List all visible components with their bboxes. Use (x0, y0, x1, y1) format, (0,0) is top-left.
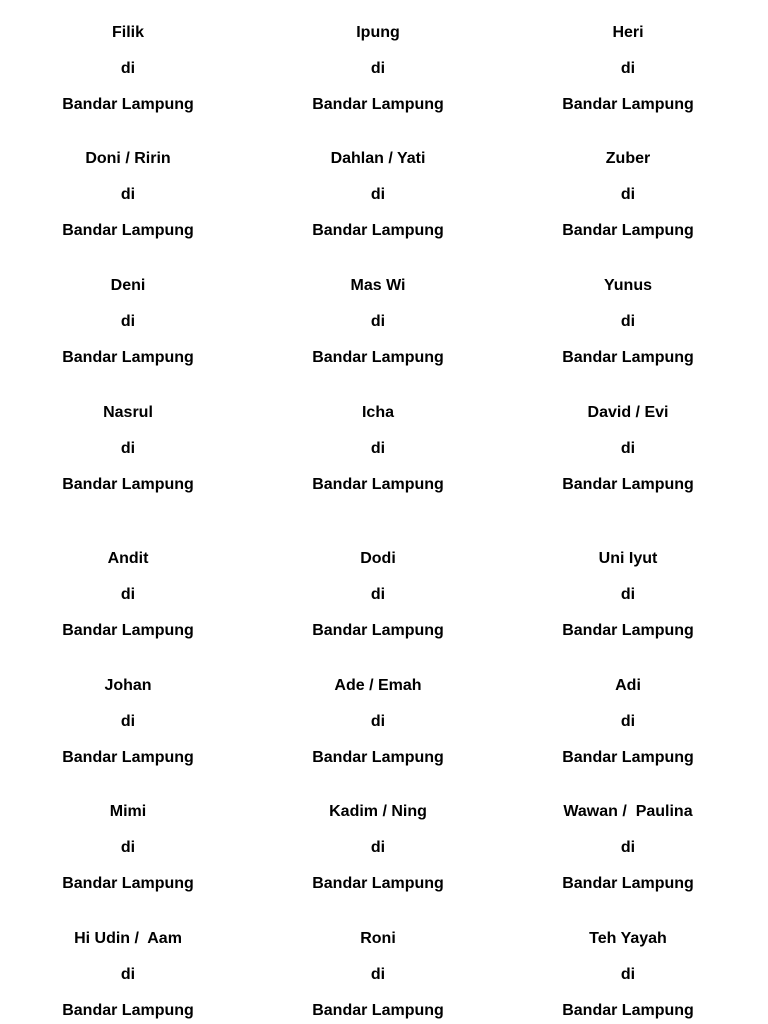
address-label (503, 906, 753, 1019)
city: Bandar Lampung (562, 349, 694, 366)
city: Bandar Lampung (62, 349, 194, 366)
address-label (503, 526, 753, 639)
preposition: di (370, 440, 386, 457)
recipient-name: Deni (110, 277, 146, 294)
address-label (503, 653, 753, 766)
address-label (3, 526, 253, 639)
address-label (253, 906, 503, 1019)
city: Bandar Lampung (62, 476, 194, 493)
address-label (3, 380, 253, 493)
city: Bandar Lampung (562, 749, 694, 766)
city: Bandar Lampung (562, 96, 694, 113)
address-label (3, 0, 253, 113)
preposition: di (620, 313, 636, 330)
recipient-name: Johan (104, 677, 152, 694)
address-label (3, 906, 253, 1019)
city: Bandar Lampung (312, 476, 444, 493)
preposition: di (370, 186, 386, 203)
recipient-name: Dahlan / Yati (330, 150, 426, 167)
city: Bandar Lampung (562, 222, 694, 239)
preposition: di (370, 60, 386, 77)
address-label (3, 779, 253, 892)
preposition: di (120, 60, 136, 77)
address-label (3, 126, 253, 239)
recipient-name: Andit (107, 550, 149, 567)
recipient-name: Filik (111, 24, 144, 41)
address-label (253, 653, 503, 766)
preposition: di (370, 966, 386, 983)
preposition: di (120, 713, 136, 730)
recipient-name: Nasrul (103, 404, 153, 421)
recipient-name: Doni / Ririn (85, 150, 171, 167)
city: Bandar Lampung (62, 875, 194, 892)
recipient-name: Icha (361, 404, 394, 421)
preposition: di (120, 966, 136, 983)
city: Bandar Lampung (562, 875, 694, 892)
recipient-name: Hi Udin / Aam (74, 930, 182, 947)
address-label (253, 380, 503, 493)
recipient-name: Mas Wi (350, 277, 406, 294)
address-label (253, 253, 503, 366)
preposition: di (620, 713, 636, 730)
address-label (503, 126, 753, 239)
city: Bandar Lampung (62, 1002, 194, 1019)
address-label (3, 653, 253, 766)
recipient-name: Zuber (605, 150, 651, 167)
recipient-name: Ade / Emah (334, 677, 422, 694)
address-label (503, 0, 753, 113)
preposition: di (620, 186, 636, 203)
recipient-name: Uni Iyut (598, 550, 658, 567)
preposition: di (620, 966, 636, 983)
recipient-name: David / Evi (587, 404, 669, 421)
recipient-name: Kadim / Ning (329, 803, 427, 820)
address-label (253, 126, 503, 239)
city: Bandar Lampung (312, 1002, 444, 1019)
preposition: di (120, 186, 136, 203)
address-label (253, 526, 503, 639)
address-label (503, 380, 753, 493)
preposition: di (620, 839, 636, 856)
city: Bandar Lampung (62, 622, 194, 639)
recipient-name: Teh Yayah (589, 930, 667, 947)
preposition: di (120, 839, 136, 856)
city: Bandar Lampung (62, 222, 194, 239)
preposition: di (620, 440, 636, 457)
city: Bandar Lampung (312, 222, 444, 239)
city: Bandar Lampung (562, 1002, 694, 1019)
preposition: di (370, 586, 386, 603)
preposition: di (370, 839, 386, 856)
recipient-name: Ipung (356, 24, 400, 41)
city: Bandar Lampung (312, 622, 444, 639)
address-label (253, 779, 503, 892)
recipient-name: Wawan / Paulina (563, 803, 693, 820)
city: Bandar Lampung (62, 749, 194, 766)
city: Bandar Lampung (312, 96, 444, 113)
address-label (3, 253, 253, 366)
city: Bandar Lampung (562, 622, 694, 639)
recipient-name: Dodi (360, 550, 396, 567)
recipient-name: Mimi (109, 803, 147, 820)
city: Bandar Lampung (312, 875, 444, 892)
preposition: di (120, 440, 136, 457)
preposition: di (620, 60, 636, 77)
city: Bandar Lampung (312, 349, 444, 366)
preposition: di (370, 713, 386, 730)
recipient-name: Heri (612, 24, 644, 41)
preposition: di (370, 313, 386, 330)
address-label (503, 779, 753, 892)
city: Bandar Lampung (312, 749, 444, 766)
recipient-name: Roni (360, 930, 396, 947)
address-label (253, 0, 503, 113)
recipient-name: Adi (615, 677, 641, 694)
city: Bandar Lampung (62, 96, 194, 113)
preposition: di (120, 586, 136, 603)
address-label (503, 253, 753, 366)
preposition: di (620, 586, 636, 603)
preposition: di (120, 313, 136, 330)
recipient-name: Yunus (603, 277, 652, 294)
city: Bandar Lampung (562, 476, 694, 493)
